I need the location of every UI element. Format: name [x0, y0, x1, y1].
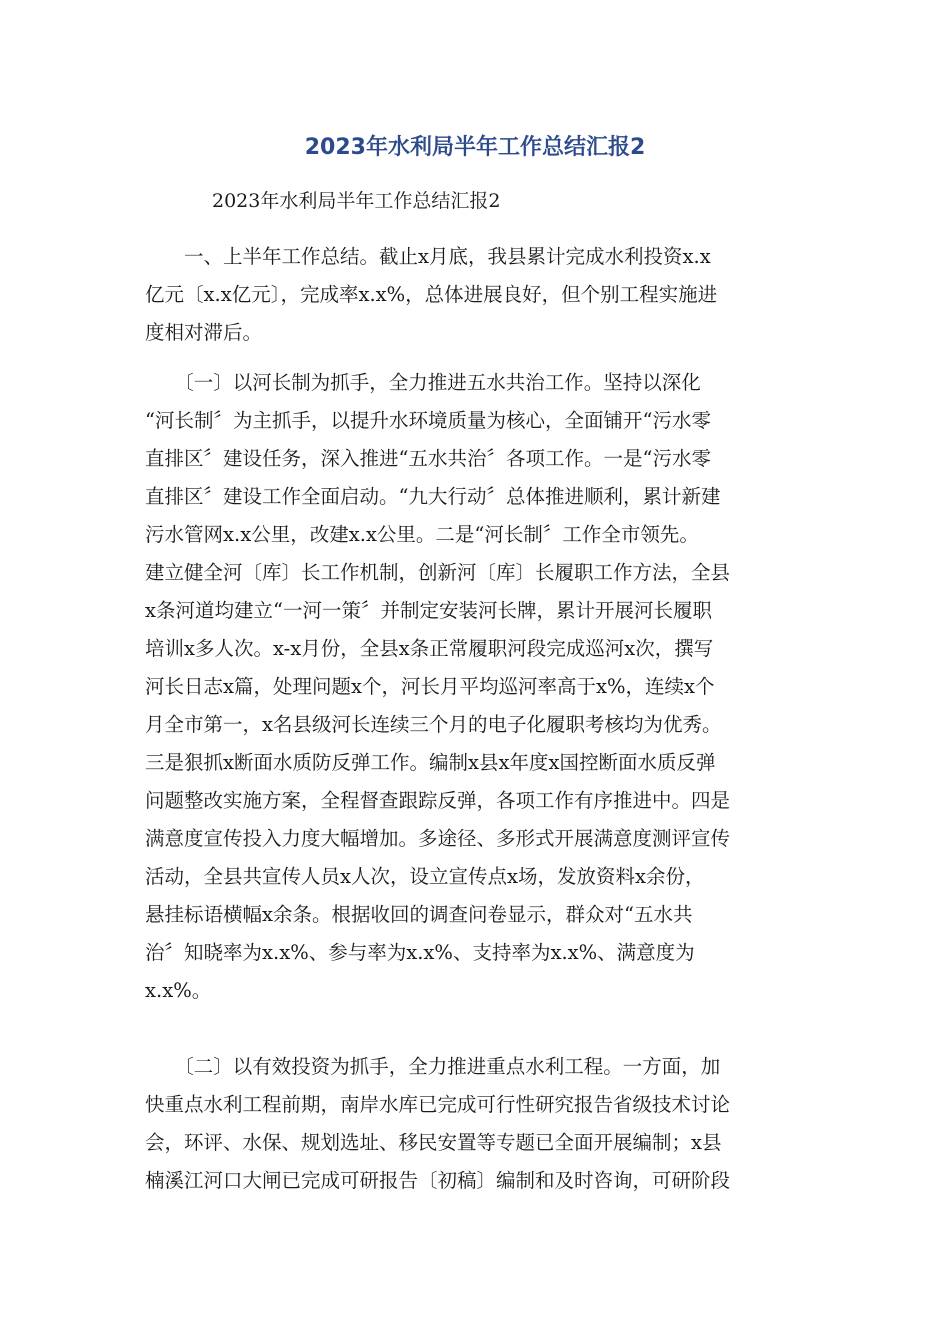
text-line: 楠溪江河口大闸已完成可研报告〔初稿〕编制和及时咨询，可研阶段 [145, 1169, 731, 1192]
text-line: 一、上半年工作总结。截止x月底，我县累计完成水利投资x.x [145, 245, 711, 268]
text-line: 污水管网x.x公里，改建x.x公里。二是“河长制〞工作全市领先。 [145, 523, 699, 546]
text-line: 培训x多人次。x-x月份，全县x条正常履职河段完成巡河x次，撰写 [145, 637, 714, 660]
text-line: 〔二〕以有效投资为抓手，全力推进重点水利工程。一方面，加 [145, 1055, 721, 1078]
text-line: 建立健全河〔库〕长工作机制，创新河〔库〕长履职工作方法，全县 [145, 561, 731, 584]
text-line: 度相对滞后。 [145, 321, 263, 344]
text-line: 会，环评、水保、规划选址、移民安置等专题已全面开展编制；x县 [145, 1131, 722, 1154]
text-line: 〔一〕以河长制为抓手，全力推进五水共治工作。坚持以深化 [145, 371, 701, 394]
text-line: 亿元〔x.x亿元〕，完成率x.x%，总体进展良好，但个别工程实施进 [145, 283, 718, 306]
text-line: 问题整改实施方案，全程督查跟踪反弹，各项工作有序推进中。四是 [145, 789, 731, 812]
text-line: “河长制〞为主抓手，以提升水环境质量为核心，全面铺开“污水零 [145, 409, 711, 432]
text-line: 直排区〞建设工作全面启动。“九大行动〞总体推进顺利，累计新建 [145, 485, 721, 508]
text-line: x.x%。 [145, 979, 212, 1002]
paragraph-key-projects [145, 1048, 805, 1200]
text-line: x条河道均建立“一河一策〞并制定安装河长牌，累计开展河长履职 [145, 599, 712, 622]
text-line: 三是狠抓x断面水质防反弹工作。编制x县x年度x国控断面水质反弹 [145, 751, 716, 774]
text-line: 治〞知晓率为x.x%、参与率为x.x%、支持率为x.x%、满意度为 [145, 941, 695, 964]
document-title: 2023年水利局半年工作总结汇报2 [304, 135, 646, 160]
text-line: 满意度宣传投入力度大幅增加。多途径、多形式开展满意度测评宣传 [145, 827, 731, 850]
text-line: 快重点水利工程前期，南岸水库已完成可行性研究报告省级技术讨论 [145, 1093, 731, 1116]
text-line: 悬挂标语横幅x余条。根据收回的调查问卷显示，群众对“五水共 [145, 903, 693, 926]
text-line: 河长日志x篇，处理问题x个，河长月平均巡河率高于x%，连续x个 [145, 675, 715, 698]
paragraph-summary [145, 238, 805, 352]
text-line: 活动，全县共宣传人员x人次，设立宣传点x场，发放资料x余份， [145, 865, 705, 888]
text-line: 月全市第一，x名县级河长连续三个月的电子化履职考核均为优秀。 [145, 713, 722, 736]
paragraph-river-chief [145, 364, 805, 1010]
text-line: 直排区〞建设任务，深入推进“五水共治〞各项工作。一是“污水零 [145, 447, 711, 470]
document-subtitle: 2023年水利局半年工作总结汇报2 [212, 190, 501, 212]
